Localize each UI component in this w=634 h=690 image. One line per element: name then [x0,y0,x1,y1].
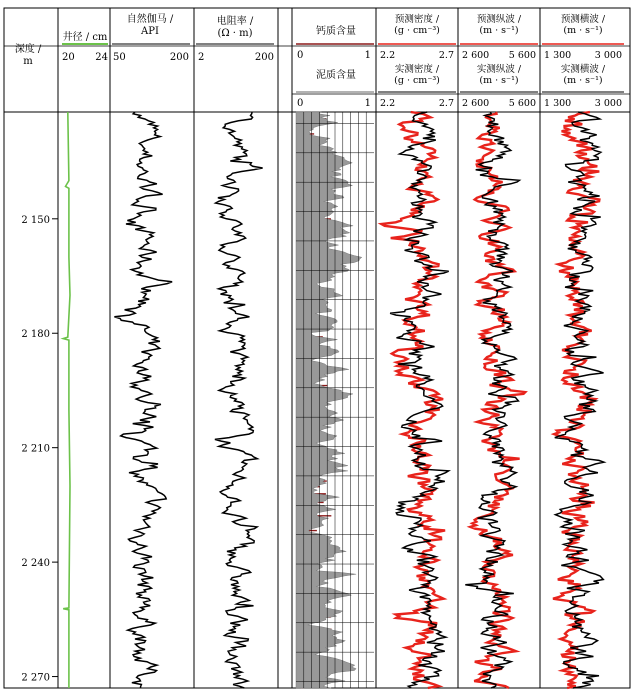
depth-track [15,42,58,684]
lith-header [296,24,374,109]
vs-meas-min: 1 300 [544,98,572,109]
vs-meas-title: 实测横波 / (m · s⁻¹) [560,64,606,86]
den-pred-title: 预测密度 / (g · cm⁻³) [394,14,440,36]
calcite-max: 1 [364,50,371,61]
vp-meas-title: 实测纵波 / (m · s⁻¹) [476,64,522,86]
res-title: 电阻率 / (Ω · m) [216,16,254,39]
den-meas-min: 2.2 [380,98,396,109]
vp-header [460,13,538,109]
clay-title: 泥质含量 [316,70,356,81]
calcite-title: 钙质含量 [316,26,356,37]
depth-tick-label: 2 180 [21,329,50,341]
caliper-curve [63,112,70,688]
clay-min: 0 [297,98,304,109]
vp-pred-title: 预测纵波 / (m · s⁻¹) [476,14,522,36]
vs-pred-title: 预测横波 / (m · s⁻¹) [560,14,606,36]
vs-meas-max: 3 000 [594,98,622,109]
vp-meas-min: 2 600 [462,98,490,109]
vp-pred-max: 5 600 [508,50,536,61]
res-header [196,14,274,63]
gr-header [112,12,190,63]
den-pred-max: 2.7 [438,50,454,61]
caliper-header [62,30,108,63]
gr-max: 200 [169,52,189,63]
curve-vp-实测纵波 [465,112,519,688]
res-min: 2 [198,52,205,63]
depth-tick-label: 2 240 [21,558,50,570]
den-meas-max: 2.7 [438,98,454,109]
depth-tick-label: 2 210 [21,443,50,455]
depth-tick-label: 2 270 [21,672,50,684]
vp-pred-min: 2 600 [462,50,490,61]
res-max: 200 [254,52,274,63]
depth-tick-label: 2 150 [21,214,50,226]
den-meas-title: 实测密度 / (g · cm⁻³) [394,64,440,86]
clay-max: 1 [364,98,371,109]
vs-pred-min: 1 300 [544,50,572,61]
den-header [378,13,456,109]
calcite-min: 0 [297,50,304,61]
gr-title: 自然伽马 / API [126,14,174,37]
curve-gr-自然伽马 [114,112,172,688]
curve-res-电阻率 [215,112,263,688]
clay-fill-area [296,112,362,688]
curve-den-预测密度 [381,112,445,688]
gr-min: 50 [113,52,126,63]
vs-pred-max: 3 000 [594,50,622,61]
depth-header: 深度 / m [14,44,42,67]
caliper-min: 20 [62,52,75,63]
caliper-title: 井径 / cm [62,32,108,43]
caliper-max: 24 [95,52,108,63]
den-pred-min: 2.2 [380,50,396,61]
vp-meas-max: 5 600 [508,98,536,109]
vs-header [542,13,624,109]
